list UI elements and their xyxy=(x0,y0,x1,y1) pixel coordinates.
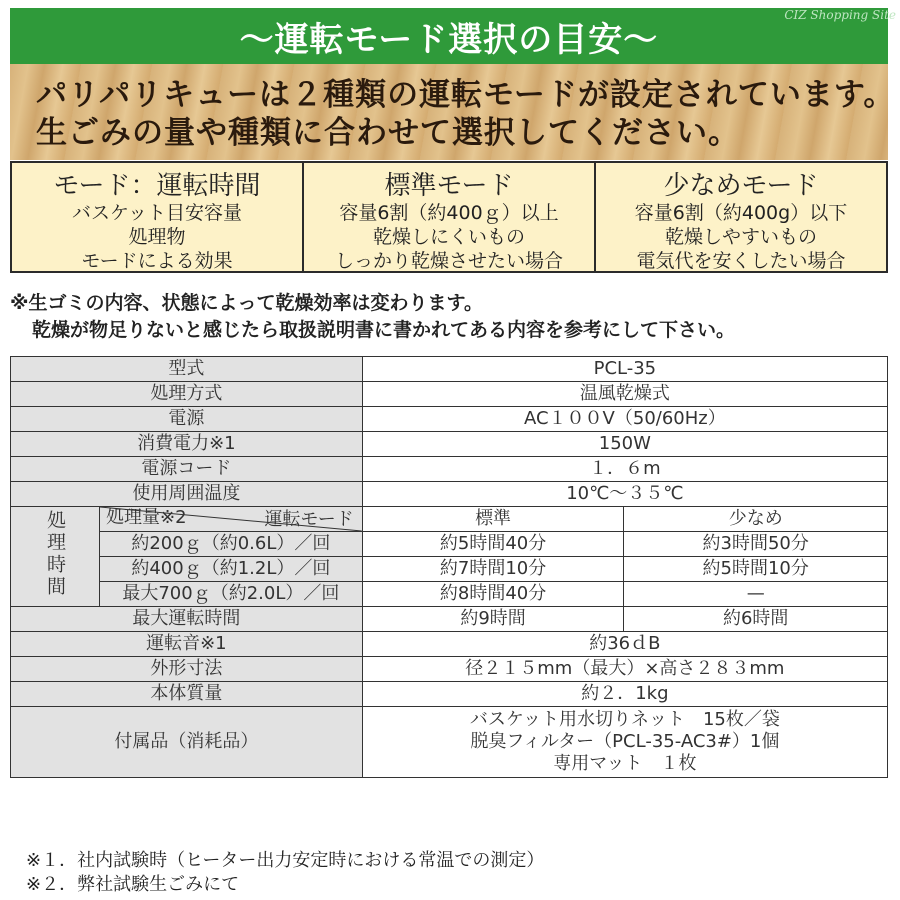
spec-row-process-header xyxy=(11,507,888,532)
spec-value: 温風乾燥式 xyxy=(362,382,887,407)
standard-time-cell: 約7時間10分 xyxy=(362,557,624,582)
mode-col-standard xyxy=(304,163,596,271)
amount-cell: 約400ｇ（約1.2L）／回 xyxy=(100,557,363,582)
spec-row-max-time xyxy=(11,607,888,632)
spec-row-noise xyxy=(11,632,888,657)
mode-guide-table xyxy=(10,161,888,273)
mode-label-row: バスケット目安容量 xyxy=(71,202,243,224)
diagonal-header-cell xyxy=(100,507,363,532)
mode-standard-row: 乾燥しにくいもの xyxy=(372,226,525,248)
less-time-cell: 約5時間10分 xyxy=(624,557,888,582)
spec-row-model xyxy=(11,357,888,382)
amount-cell: 最大700ｇ（約2.0L）／回 xyxy=(100,582,363,607)
intro-line-2: 生ごみの量や種類に合わせて選択してください。 xyxy=(36,115,740,151)
spec-label: 使用周囲温度 xyxy=(11,482,363,507)
note-line-1: ※生ゴミの内容、状態によって乾燥効率は変わります。 xyxy=(10,292,483,314)
col-header-less: 少なめ xyxy=(624,507,888,532)
spec-value: 約9時間 xyxy=(362,607,624,632)
mode-col-label xyxy=(12,163,304,271)
table-row xyxy=(11,557,888,582)
mode-label-row: 処理物 xyxy=(128,226,186,248)
spec-label: 電源 xyxy=(11,407,363,432)
spec-row-method xyxy=(11,382,888,407)
mode-col-less xyxy=(596,163,886,271)
spec-value: 約36ｄB xyxy=(362,632,887,657)
spec-value: AC１００V（50/60Hz） xyxy=(362,407,887,432)
spec-label: 運転音※1 xyxy=(11,632,363,657)
spec-value: 10℃〜３５℃ xyxy=(362,482,887,507)
amount-header: 処理量※2 xyxy=(106,507,187,528)
standard-time-cell: 約8時間40分 xyxy=(362,582,624,607)
mode-label-head: モード：運転時間 xyxy=(53,171,261,201)
accessory-item: 専用マット １枚 xyxy=(553,753,697,774)
table-row xyxy=(11,532,888,557)
footnote-1: ※１．社内試験時（ヒーター出力安定時における常温での測定） xyxy=(26,850,545,871)
mode-standard-head: 標準モード xyxy=(384,171,514,201)
process-time-label xyxy=(11,507,100,607)
spec-label: 処理方式 xyxy=(11,382,363,407)
mode-less-row: 電気代を安くしたい場合 xyxy=(636,250,846,272)
standard-time-cell: 約5時間40分 xyxy=(362,532,624,557)
spec-value: PCL-35 xyxy=(362,357,887,382)
spec-row-temp xyxy=(11,482,888,507)
spec-label: 外形寸法 xyxy=(11,657,363,682)
mode-less-row: 容量6割（約400g）以下 xyxy=(634,202,848,224)
intro-line-1: パリパリキューは２種類の運転モードが設定されています。 xyxy=(36,77,896,113)
spec-row-power xyxy=(11,407,888,432)
spec-value: 約6時間 xyxy=(624,607,888,632)
mode-less-row: 乾燥しやすいもの xyxy=(664,226,817,248)
col-header-standard: 標準 xyxy=(362,507,624,532)
spec-label: 消費電力※1 xyxy=(11,432,363,457)
spec-value: １．６m xyxy=(362,457,887,482)
less-time-cell: — xyxy=(624,582,888,607)
spec-value: 約２．1kg xyxy=(362,682,887,707)
spec-row-consumption xyxy=(11,432,888,457)
accessory-item: 脱臭フィルター（PCL-35-AC3#）1個 xyxy=(470,731,780,752)
mode-standard-row: しっかり乾燥させたい場合 xyxy=(334,250,563,272)
spec-label: 付属品（消耗品） xyxy=(11,707,363,778)
spec-value: 径２１５mm（最大）×高さ２８３mm xyxy=(362,657,887,682)
accessory-item: バスケット用水切りネット 15枚／袋 xyxy=(469,709,780,730)
accessories-cell xyxy=(362,707,887,778)
spec-row-weight xyxy=(11,682,888,707)
watermark: CIZ Shopping Site xyxy=(784,8,896,22)
page-title: 〜運転モード選択の目安〜 xyxy=(239,19,659,60)
less-time-cell: 約3時間50分 xyxy=(624,532,888,557)
table-row xyxy=(11,582,888,607)
spec-row-cord xyxy=(11,457,888,482)
spec-row-accessories xyxy=(11,707,888,778)
spec-label: 最大運転時間 xyxy=(11,607,363,632)
spec-table xyxy=(10,356,888,778)
footnote-2: ※２．弊社試験生ごみにて xyxy=(26,874,240,895)
note-line-2: 乾燥が物足りないと感じたら取扱説明書に書かれてある内容を参考にして下さい。 xyxy=(32,319,736,341)
amount-cell: 約200ｇ（約0.6L）／回 xyxy=(100,532,363,557)
spec-label: 電源コード xyxy=(11,457,363,482)
header-bar xyxy=(10,8,888,64)
spec-row-size xyxy=(11,657,888,682)
spec-value: 150W xyxy=(362,432,887,457)
intro-panel xyxy=(10,64,896,160)
mode-standard-row: 容量6割（約400ｇ）以上 xyxy=(339,202,559,224)
process-time-text: 処理時間 xyxy=(44,509,66,598)
spec-label: 本体質量 xyxy=(11,682,363,707)
spec-label: 型式 xyxy=(11,357,363,382)
mode-less-head: 少なめモード xyxy=(663,171,819,201)
mode-label-row: モードによる効果 xyxy=(81,250,233,272)
mode-header: 運転モード xyxy=(264,509,354,530)
